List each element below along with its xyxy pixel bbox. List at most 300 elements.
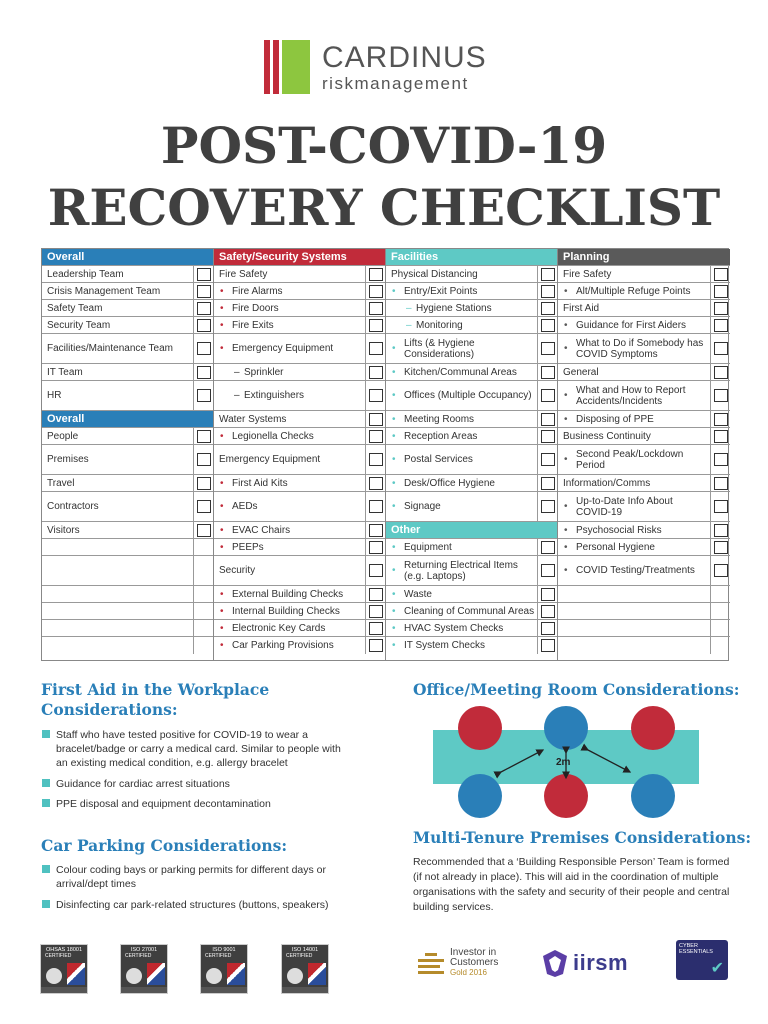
checkbox[interactable] bbox=[369, 268, 383, 281]
union-flag-icon bbox=[147, 963, 165, 985]
cert-badge: ISO 9001 CERTIFIED bbox=[200, 944, 248, 994]
checkbox-cell bbox=[537, 381, 557, 410]
checkbox-cell bbox=[193, 266, 213, 282]
checkbox[interactable] bbox=[197, 302, 211, 315]
checklist-item bbox=[386, 492, 557, 522]
checkbox[interactable] bbox=[541, 319, 555, 332]
item-label: Fire Safety bbox=[219, 268, 268, 280]
checklist-item bbox=[558, 300, 730, 317]
checkbox-cell bbox=[365, 381, 385, 410]
checkbox[interactable] bbox=[369, 524, 383, 537]
checkbox-cell bbox=[710, 300, 730, 316]
checklist-item bbox=[386, 317, 557, 334]
first-aid-item: PPE disposal and equipment decontamination bbox=[42, 797, 342, 811]
checklist-item bbox=[214, 539, 385, 556]
checklist-item bbox=[214, 266, 385, 283]
checkbox[interactable] bbox=[541, 453, 555, 466]
checkbox[interactable] bbox=[197, 524, 211, 537]
bullet-icon: – bbox=[234, 366, 240, 378]
item-label: People bbox=[47, 430, 79, 442]
checkbox[interactable] bbox=[197, 366, 211, 379]
section-header bbox=[214, 249, 385, 266]
checkbox-cell bbox=[537, 603, 557, 619]
checkbox[interactable] bbox=[714, 541, 728, 554]
checkbox[interactable] bbox=[197, 453, 211, 466]
checklist-item bbox=[386, 381, 557, 411]
item-label: Leadership Team bbox=[47, 268, 124, 280]
checkbox-cell bbox=[537, 317, 557, 333]
blank-row bbox=[42, 539, 213, 556]
checklist-item bbox=[42, 334, 213, 364]
checkbox[interactable] bbox=[369, 366, 383, 379]
item-label: Hygiene Stations bbox=[416, 302, 492, 314]
checklist-item bbox=[214, 411, 385, 428]
item-label: Travel bbox=[47, 477, 75, 489]
checkbox[interactable] bbox=[197, 268, 211, 281]
checkbox[interactable] bbox=[541, 639, 555, 652]
checkbox[interactable] bbox=[369, 605, 383, 618]
bullet-icon: • bbox=[564, 319, 568, 331]
checkbox[interactable] bbox=[369, 413, 383, 426]
checklist-item bbox=[42, 492, 213, 522]
checkbox-cell bbox=[365, 300, 385, 316]
checklist-item bbox=[42, 445, 213, 475]
blank-row bbox=[558, 603, 730, 620]
cert-badge: ISO 27001 CERTIFIED bbox=[120, 944, 168, 994]
item-label: EVAC Chairs bbox=[232, 524, 291, 536]
checklist-item bbox=[386, 475, 557, 492]
brand-subtitle: riskmanagement bbox=[322, 74, 469, 93]
item-label: Safety Team bbox=[47, 302, 103, 314]
cert-badge: OHSAS 18001 CERTIFIED bbox=[40, 944, 88, 994]
item-label: Contractors bbox=[47, 501, 99, 512]
checkbox[interactable] bbox=[541, 622, 555, 635]
checkbox[interactable] bbox=[541, 500, 555, 513]
checklist-item bbox=[386, 364, 557, 381]
checkbox-cell bbox=[710, 445, 730, 474]
checklist-item bbox=[386, 586, 557, 603]
checkbox-cell bbox=[537, 428, 557, 444]
checkbox-cell bbox=[710, 428, 730, 444]
checklist-item bbox=[214, 620, 385, 637]
bullet-icon: • bbox=[564, 390, 568, 401]
checklist-item bbox=[42, 475, 213, 492]
bullet-icon: • bbox=[220, 501, 224, 512]
checkbox[interactable] bbox=[541, 342, 555, 355]
checklist-item bbox=[386, 334, 557, 364]
logo-bars bbox=[264, 40, 310, 94]
checkbox[interactable] bbox=[541, 430, 555, 443]
checklist-item bbox=[558, 411, 730, 428]
item-label: Up-to-Date Info About COVID-19 bbox=[576, 495, 673, 518]
checkbox-cell bbox=[537, 539, 557, 555]
blank-row bbox=[42, 637, 213, 654]
checkbox[interactable] bbox=[714, 453, 728, 466]
checkbox-cell bbox=[710, 266, 730, 282]
checkbox[interactable] bbox=[197, 430, 211, 443]
checkmark-icon: ✔ bbox=[710, 960, 724, 977]
checkbox-cell bbox=[365, 411, 385, 427]
item-label: Meeting Rooms bbox=[404, 413, 475, 425]
checkbox-cell bbox=[193, 428, 213, 444]
checklist-item bbox=[214, 334, 385, 364]
checklist-column bbox=[42, 249, 214, 660]
checkbox-cell bbox=[710, 522, 730, 538]
checkbox-cell bbox=[365, 637, 385, 654]
checkbox[interactable] bbox=[369, 477, 383, 490]
checkbox[interactable] bbox=[369, 453, 383, 466]
checklist-item bbox=[214, 556, 385, 586]
page-title-line-2: RECOVERY CHECKLIST bbox=[47, 178, 721, 237]
checkbox-cell bbox=[537, 411, 557, 427]
checkbox-cell bbox=[365, 266, 385, 282]
checkbox-cell bbox=[365, 492, 385, 521]
blank-row bbox=[42, 586, 213, 603]
cert-badge: ISO 14001 CERTIFIED bbox=[281, 944, 329, 994]
checkbox[interactable] bbox=[369, 302, 383, 315]
checkbox[interactable] bbox=[714, 268, 728, 281]
ukas-seal-icon bbox=[46, 968, 62, 984]
section-header bbox=[42, 249, 213, 266]
checklist-item bbox=[386, 411, 557, 428]
checklist-item bbox=[214, 317, 385, 334]
checkbox[interactable] bbox=[369, 430, 383, 443]
item-label: Psychosocial Risks bbox=[576, 524, 662, 536]
checklist-item bbox=[214, 428, 385, 445]
bullet-icon: – bbox=[234, 390, 240, 401]
checkbox[interactable] bbox=[714, 500, 728, 513]
item-label: General bbox=[563, 366, 599, 378]
checklist-item bbox=[558, 317, 730, 334]
checkbox[interactable] bbox=[541, 285, 555, 298]
bullet-icon: • bbox=[392, 454, 396, 465]
checkbox[interactable] bbox=[714, 342, 728, 355]
checkbox-cell bbox=[193, 603, 213, 619]
checkbox[interactable] bbox=[369, 639, 383, 652]
checkbox[interactable] bbox=[369, 588, 383, 601]
checkbox-cell bbox=[193, 637, 213, 654]
item-label: Equipment bbox=[404, 541, 452, 553]
checkbox-cell bbox=[537, 556, 557, 585]
checkbox-cell bbox=[710, 364, 730, 380]
checklist-item bbox=[386, 445, 557, 475]
checkbox[interactable] bbox=[541, 564, 555, 577]
checkbox[interactable] bbox=[541, 588, 555, 601]
bullet-icon: • bbox=[220, 285, 224, 297]
checkbox[interactable] bbox=[714, 477, 728, 490]
bullet-square-icon bbox=[42, 865, 50, 873]
item-label: IT Team bbox=[47, 366, 83, 378]
checklist-item bbox=[214, 492, 385, 522]
checklist-item bbox=[214, 522, 385, 539]
checkbox-cell bbox=[365, 334, 385, 363]
checklist-grid bbox=[41, 248, 729, 661]
checklist-item bbox=[42, 428, 213, 445]
checklist-item bbox=[558, 334, 730, 364]
item-label: Desk/Office Hygiene bbox=[404, 477, 495, 489]
checkbox-cell bbox=[710, 586, 730, 602]
checkbox[interactable] bbox=[197, 500, 211, 513]
checkbox[interactable] bbox=[369, 319, 383, 332]
checkbox-cell bbox=[365, 522, 385, 538]
item-label: PEEPs bbox=[232, 541, 264, 553]
checklist-item bbox=[214, 381, 385, 411]
bullet-icon: • bbox=[564, 343, 568, 354]
bullet-icon: • bbox=[392, 622, 396, 634]
bullet-icon: • bbox=[392, 588, 396, 600]
checklist-item bbox=[386, 637, 557, 654]
checklist-item bbox=[214, 586, 385, 603]
item-label: Second Peak/Lockdown Period bbox=[576, 448, 684, 471]
checkbox[interactable] bbox=[197, 389, 211, 402]
item-label: HVAC System Checks bbox=[404, 622, 504, 634]
checklist-column bbox=[386, 249, 558, 660]
bullet-icon: • bbox=[392, 541, 396, 553]
item-label: Offices (Multiple Occupancy) bbox=[404, 390, 532, 401]
item-label: Kitchen/Communal Areas bbox=[404, 366, 517, 378]
checkbox-cell bbox=[537, 334, 557, 363]
item-label: Cleaning of Communal Areas bbox=[404, 605, 535, 617]
item-label: Returning Electrical Items (e.g. Laptops) bbox=[404, 559, 518, 582]
checkbox-cell bbox=[365, 475, 385, 491]
blank-row bbox=[42, 620, 213, 637]
ukas-seal-icon bbox=[206, 968, 222, 984]
item-label: Reception Areas bbox=[404, 430, 478, 442]
bullet-icon: • bbox=[220, 605, 224, 617]
item-label: COVID Testing/Treatments bbox=[576, 565, 695, 576]
checklist-item bbox=[214, 364, 385, 381]
bullet-icon: • bbox=[220, 622, 224, 634]
car-parking-title: Car Parking Considerations: bbox=[41, 836, 288, 855]
checkbox[interactable] bbox=[197, 477, 211, 490]
checkbox[interactable] bbox=[369, 342, 383, 355]
checkbox-cell bbox=[365, 283, 385, 299]
bullet-icon: • bbox=[220, 343, 224, 354]
checklist-item bbox=[42, 283, 213, 300]
item-label: Guidance for First Aiders bbox=[576, 319, 687, 331]
checkbox-cell bbox=[193, 522, 213, 538]
checklist-column bbox=[214, 249, 386, 660]
checklist-item bbox=[42, 317, 213, 334]
checkbox[interactable] bbox=[714, 366, 728, 379]
checkbox[interactable] bbox=[369, 500, 383, 513]
checklist-item bbox=[386, 266, 557, 283]
item-label: Internal Building Checks bbox=[232, 605, 340, 617]
investor-in-customers-logo: Investor in Customers Gold 2016 bbox=[418, 946, 498, 980]
item-label: Physical Distancing bbox=[391, 268, 478, 280]
first-aid-item: Guidance for cardiac arrest situations bbox=[42, 777, 342, 791]
checkbox-cell bbox=[193, 381, 213, 410]
item-label: Lifts (& Hygiene Considerations) bbox=[404, 337, 475, 360]
item-label: Premises bbox=[47, 454, 89, 465]
checkbox[interactable] bbox=[369, 285, 383, 298]
checkbox-cell bbox=[193, 334, 213, 363]
item-label: Planning bbox=[563, 250, 610, 263]
checklist-item bbox=[558, 522, 730, 539]
checkbox-cell bbox=[365, 317, 385, 333]
bullet-icon: • bbox=[564, 524, 568, 536]
checkbox[interactable] bbox=[714, 524, 728, 537]
checkbox-cell bbox=[365, 586, 385, 602]
bullet-icon: • bbox=[220, 640, 224, 651]
checkbox[interactable] bbox=[541, 413, 555, 426]
checklist-item bbox=[386, 283, 557, 300]
checkbox-cell bbox=[193, 364, 213, 380]
checkbox-cell bbox=[537, 620, 557, 636]
checklist-item bbox=[558, 475, 730, 492]
checkbox[interactable] bbox=[541, 268, 555, 281]
checkbox[interactable] bbox=[541, 477, 555, 490]
checklist-item bbox=[214, 300, 385, 317]
item-label: Legionella Checks bbox=[232, 430, 314, 442]
checkbox[interactable] bbox=[714, 302, 728, 315]
first-aid-title: First Aid in the Workplace Considerations: bbox=[41, 680, 270, 719]
blank-row bbox=[42, 556, 213, 586]
checkbox-cell bbox=[537, 283, 557, 299]
item-label: Car Parking Provisions bbox=[232, 640, 334, 651]
checklist-item bbox=[558, 445, 730, 475]
first-aid-item: Staff who have tested positive for COVID-19 to wear a bracelet/badge or carry a medical card. Similar to people with an existing medical condition, e.g. allergy bracelet bbox=[42, 728, 342, 770]
item-label: Emergency Equipment bbox=[219, 454, 321, 465]
bullet-icon: • bbox=[564, 501, 568, 512]
checklist-item bbox=[42, 364, 213, 381]
item-label: Fire Exits bbox=[232, 319, 274, 331]
checkbox[interactable] bbox=[714, 564, 728, 577]
checkbox[interactable] bbox=[197, 342, 211, 355]
checkbox-cell bbox=[710, 411, 730, 427]
checklist-item bbox=[558, 556, 730, 586]
checklist-item bbox=[386, 556, 557, 586]
checkbox-cell bbox=[193, 300, 213, 316]
bullet-square-icon bbox=[42, 779, 50, 787]
distance-label: 2m bbox=[556, 757, 571, 768]
item-label: Signage bbox=[404, 501, 441, 512]
checkbox[interactable] bbox=[369, 564, 383, 577]
checkbox[interactable] bbox=[714, 319, 728, 332]
checkbox[interactable] bbox=[541, 302, 555, 315]
item-label: Fire Doors bbox=[232, 302, 279, 314]
checkbox-cell bbox=[710, 539, 730, 555]
union-flag-icon bbox=[227, 963, 245, 985]
section-header bbox=[386, 249, 557, 266]
blank-row bbox=[558, 586, 730, 603]
item-label: Crisis Management Team bbox=[47, 285, 161, 297]
item-label: Monitoring bbox=[416, 319, 463, 331]
iic-mark-icon bbox=[418, 946, 444, 980]
checkbox[interactable] bbox=[541, 605, 555, 618]
checkbox-cell bbox=[193, 317, 213, 333]
checkbox-cell bbox=[537, 364, 557, 380]
bullet-icon: • bbox=[220, 430, 224, 442]
item-label: Security Team bbox=[47, 319, 111, 331]
checkbox[interactable] bbox=[541, 541, 555, 554]
checkbox[interactable] bbox=[714, 413, 728, 426]
checkbox[interactable] bbox=[714, 430, 728, 443]
bullet-icon: • bbox=[220, 319, 224, 331]
bullet-icon: • bbox=[220, 524, 224, 536]
item-label: HR bbox=[47, 390, 62, 401]
bullet-icon: • bbox=[392, 366, 396, 378]
bullet-icon: • bbox=[564, 454, 568, 465]
bullet-icon: • bbox=[392, 430, 396, 442]
item-label: Sprinkler bbox=[244, 366, 284, 378]
bullet-icon: – bbox=[406, 319, 412, 331]
checklist-item bbox=[558, 266, 730, 283]
bullet-icon: • bbox=[564, 413, 568, 425]
checklist-item bbox=[214, 445, 385, 475]
checklist-item bbox=[386, 539, 557, 556]
checkbox[interactable] bbox=[714, 389, 728, 402]
car-parking-item: Colour coding bays or parking permits for different days or arrival/dept times bbox=[42, 863, 352, 891]
checklist-item bbox=[42, 300, 213, 317]
checkbox-cell bbox=[537, 637, 557, 654]
checklist-item bbox=[214, 603, 385, 620]
blank-row bbox=[42, 603, 213, 620]
checkbox-cell bbox=[537, 475, 557, 491]
checkbox-cell bbox=[193, 445, 213, 474]
car-parking-item: Disinfecting car park-related structures (buttons, speakers) bbox=[42, 898, 352, 912]
checkbox-cell bbox=[365, 539, 385, 555]
item-label: Personal Hygiene bbox=[576, 541, 655, 553]
cyber-essentials-badge: CYBER ESSENTIALS ✔ bbox=[676, 940, 728, 980]
item-label: External Building Checks bbox=[232, 588, 344, 600]
checkbox-cell bbox=[365, 603, 385, 619]
checkbox[interactable] bbox=[197, 319, 211, 332]
checkbox-cell bbox=[710, 637, 730, 654]
cardinus-logo bbox=[264, 40, 487, 94]
checkbox-cell bbox=[710, 283, 730, 299]
bullet-icon: • bbox=[392, 413, 396, 425]
item-label: First Aid bbox=[563, 302, 600, 314]
item-label: Visitors bbox=[47, 524, 80, 536]
item-label: What and How to Report Accidents/Incidents bbox=[576, 384, 686, 407]
checkbox-cell bbox=[710, 334, 730, 363]
checkbox[interactable] bbox=[369, 622, 383, 635]
checklist-item bbox=[558, 539, 730, 556]
bullet-icon: • bbox=[220, 477, 224, 489]
item-label: Disposing of PPE bbox=[576, 413, 654, 425]
checklist-item bbox=[214, 283, 385, 300]
bullet-icon: • bbox=[220, 588, 224, 600]
checkbox[interactable] bbox=[541, 366, 555, 379]
checkbox-cell bbox=[537, 266, 557, 282]
ukas-seal-icon bbox=[126, 968, 142, 984]
checkbox[interactable] bbox=[369, 541, 383, 554]
checkbox-cell bbox=[193, 620, 213, 636]
checkbox-cell bbox=[537, 445, 557, 474]
ukas-seal-icon bbox=[287, 968, 303, 984]
checkbox[interactable] bbox=[197, 285, 211, 298]
multi-tenure-text: Recommended that a ‘Building Responsible Person’ Team is formed (if not already in place). This will aid in the coordination of multiple organisations with the safety and security of their people and central building services. bbox=[413, 856, 730, 913]
checklist-item bbox=[214, 475, 385, 492]
checkbox[interactable] bbox=[714, 285, 728, 298]
checkbox[interactable] bbox=[541, 389, 555, 402]
union-flag-icon bbox=[67, 963, 85, 985]
item-label: Entry/Exit Points bbox=[404, 285, 478, 297]
bullet-square-icon bbox=[42, 900, 50, 908]
item-label: Water Systems bbox=[219, 413, 287, 425]
item-label: What to Do if Somebody has COVID Symptoms bbox=[576, 337, 704, 360]
office-title: Office/Meeting Room Considerations: bbox=[413, 680, 740, 699]
checkbox-cell bbox=[193, 586, 213, 602]
checkbox-cell bbox=[710, 381, 730, 410]
checkbox[interactable] bbox=[369, 389, 383, 402]
checklist-column bbox=[558, 249, 730, 660]
bullet-icon: • bbox=[392, 343, 396, 354]
item-label: Electronic Key Cards bbox=[232, 622, 326, 634]
item-label: Facilities/Maintenance Team bbox=[47, 343, 173, 354]
multi-tenure-title: Multi-Tenure Premises Considerations: bbox=[413, 828, 752, 847]
